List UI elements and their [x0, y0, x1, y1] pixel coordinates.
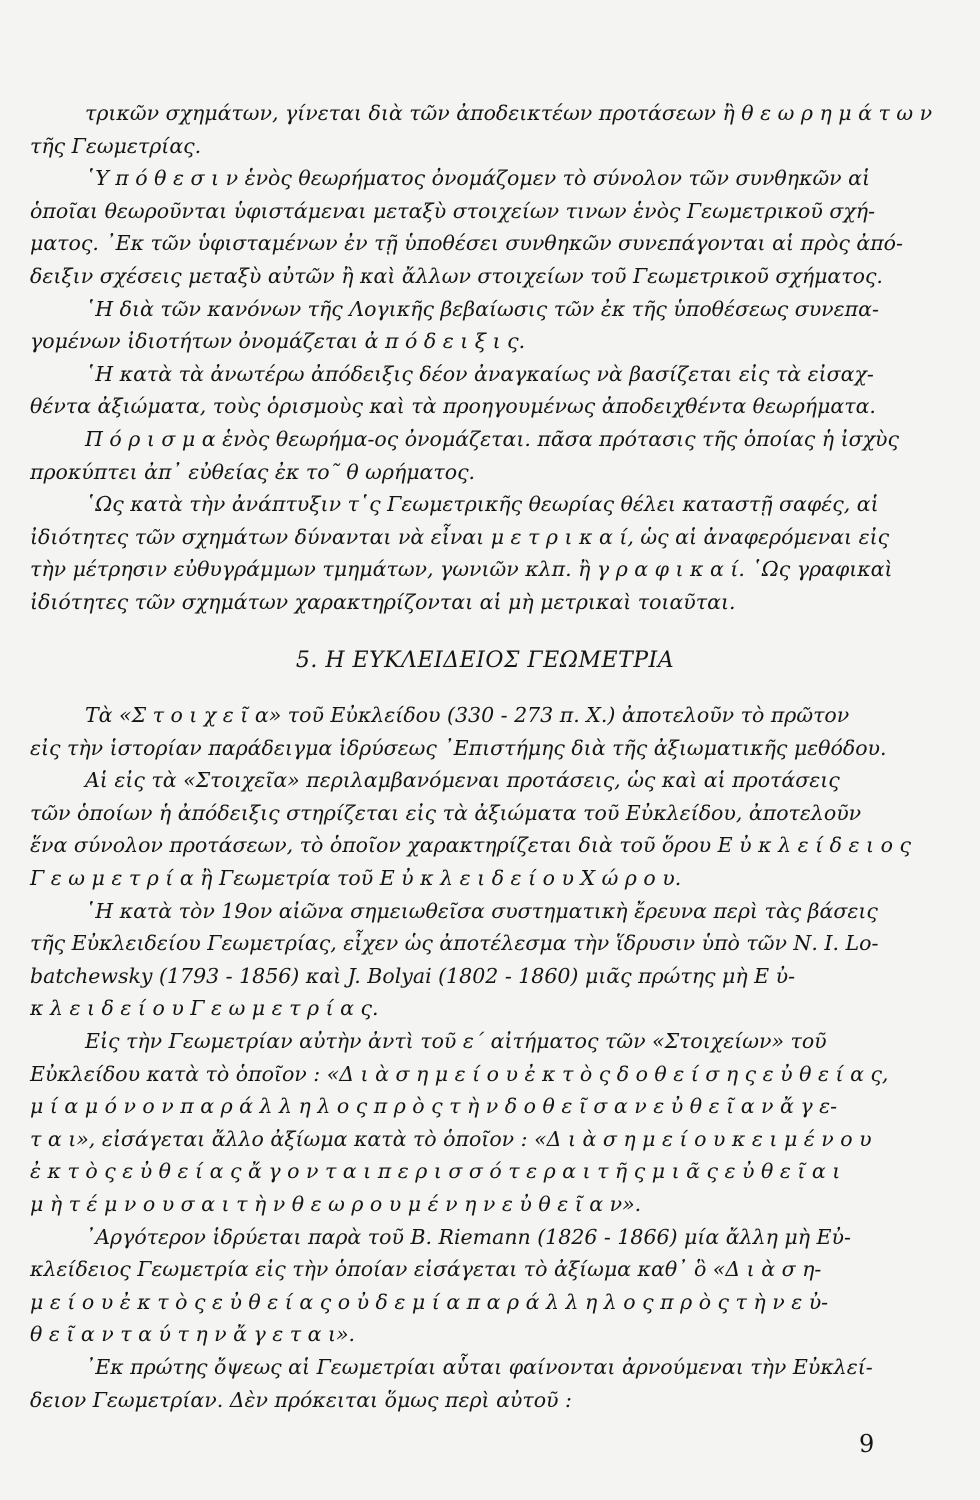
text-line: ᾿Εκ πρώτης ὄψεως αἱ Γεωμετρίαι αὗται φαίνονται ἀρνούμεναι τὴν Εὐκλεί- [85, 1354, 873, 1379]
page-number: 9 [859, 1430, 875, 1458]
text-line: προκύπτει ἀπ᾿ εὐθείας ἐκ το῀ θ ωρήματος. [30, 459, 476, 484]
text-line: εἰς τὴν ἱστορίαν παράδειγμα ἱδρύσεως ᾿Επιστήμης διὰ τῆς ἀξιωματικῆς μεθόδου. [30, 735, 887, 760]
text-line: Π ό ρ ι σ μ α ἑνὸς θεωρήμα-ος ὀνομάζεται. πᾶσα πρότασις τῆς ὁποίας ἡ ἰσχὺς [85, 426, 899, 451]
body-text [30, 97, 940, 1416]
text-line: μ ί α μ ό ν ο ν π α ρ ά λ λ η λ ο ς π ρ ὸ ς τ ὴ ν δ ο θ ε ῖ σ α ν ε ὐ θ ε ῖ α ν ἄ γ ε- [30, 1094, 838, 1119]
text-line: ἐ κ τ ὸ ς ε ὐ θ ε ί α ς ἄ γ ο ν τ α ι π ε ρ ι σ σ ό τ ε ρ α ι τ ῆ ς μ ι ᾶ ς ε ὐ θ ε ῖ α ι [30, 1159, 841, 1184]
text-line: μ ὴ τ έ μ ν ο υ σ α ι τ ὴ ν θ ε ω ρ ο υ μ έ ν η ν ε ὐ θ ε ῖ α ν». [30, 1192, 642, 1216]
text-line: Εὐκλείδου κατὰ τὸ ὁποῖον : «Δ ι ὰ σ η μ ε ί ο υ ἐ κ τ ὸ ς δ ο θ ε ί σ η ς ε ὐ θ ε ί α ς, [30, 1061, 889, 1086]
text-line: ῾Η κατὰ τὸν 19ον αἰῶνα σημειωθεῖσα συστηματικὴ ἔρευνα περὶ τὰς βάσεις [85, 898, 878, 923]
text-line: ματος. ᾿Εκ τῶν ὑφισταμένων ἐν τῇ ὑποθέσει συνθηκῶν συνεπάγονται αἱ πρὸς ἀπό- [30, 231, 903, 256]
text-line: δειξιν σχέσεις μεταξὺ αὐτῶν ἢ καὶ ἄλλων στοιχείων τοῦ Γεωμετρικοῦ σχήματος. [30, 263, 883, 288]
text-line: ῾Υ π ό θ ε σ ι ν ἑνὸς θεωρήματος ὀνομάζομεν τὸ σύνολον τῶν συνθηκῶν αἱ [85, 166, 871, 191]
text-line: ῾Η διὰ τῶν κανόνων τῆς Λογικῆς βεβαίωσις τῶν ἐκ τῆς ὑποθέσεως συνεπα- [85, 296, 879, 321]
text-line: θ ε ῖ α ν τ α ύ τ η ν ἄ γ ε τ α ι». [30, 1322, 356, 1347]
text-line: τρικῶν σχημάτων, γίνεται διὰ τῶν ἀποδεικτέων προτάσεων ἢ θ ε ω ρ η μ ά τ ω ν [85, 101, 933, 125]
text-line: τῶν ὁποίων ἡ ἀπόδειξις στηρίζεται εἰς τὰ ἀξιώματα τοῦ Εὐκλείδου, ἀποτελοῦν [30, 800, 862, 825]
text-line: τῆς Εὐκλειδείου Γεωμετρίας, εἶχεν ὡς ἀποτέλεσμα τὴν ἵδρυσιν ὑπὸ τῶν Ν. Ι. Lo- [30, 931, 879, 956]
text-line: ὁποῖαι θεωροῦνται ὑφιστάμεναι μεταξὺ στοιχείων τινων ἑνὸς Γεωμετρικοῦ σχή- [30, 198, 875, 223]
section-intro [30, 97, 940, 619]
text-line: Τὰ «Σ τ ο ι χ ε ῖ α» τοῦ Εὐκλείδου (330 - 273 π. Χ.) ἀποτελοῦν τὸ πρῶτον [85, 703, 850, 728]
text-line: batchewsky (1793 - 1856) καὶ J. Bolyai (1802 - 1860) μιᾶς πρώτης μὴ Ε ὐ- [30, 963, 796, 988]
text-line: ῾Η κατὰ τὰ ἀνωτέρω ἀπόδειξις δέον ἀναγκαίως νὰ βασίζεται εἰς τὰ εἰσαχ- [85, 361, 874, 386]
text-line: μ ε ί ο υ ἐ κ τ ὸ ς ε ὐ θ ε ί α ς ο ὐ δ ε μ ί α π α ρ ά λ λ η λ ο ς π ρ ὸ ς τ ὴ ν ε ὐ- [30, 1289, 829, 1314]
text-line: κλείδειος Γεωμετρία εἰς τὴν ὁποίαν εἰσάγεται τὸ ἀξίωμα καθ᾿ ὃ «Δ ι ὰ σ η- [30, 1257, 822, 1282]
text-line: Γ ε ω μ ε τ ρ ί α ἢ Γεωμετρία τοῦ Ε ὐ κ λ ε ι δ ε ί ο υ Χ ώ ρ ο υ. [30, 866, 682, 891]
text-line: ῾Ως κατὰ τὴν ἀνάπτυξιν τ῾ς Γεωμετρικῆς θεωρίας θέλει καταστῇ σαφές, αἱ [85, 492, 879, 517]
text-line: ἰδιότητες τῶν σχημάτων χαρακτηρίζονται αἱ μὴ μετρικαὶ τοιαῦται. [30, 589, 736, 614]
text-line: τῆς Γεωμετρίας. [30, 133, 202, 158]
text-line: ἕνα σύνολον προτάσεων, τὸ ὁποῖον χαρακτηρίζεται διὰ τοῦ ὅρου Ε ὐ κ λ ε ί δ ε ι ο ς [30, 833, 911, 858]
text-line: Εἰς τὴν Γεωμετρίαν αὐτὴν ἀντὶ τοῦ ε΄ αἰτήματος τῶν «Στοιχείων» τοῦ [85, 1029, 827, 1054]
text-line: τ α ι», εἰσάγεται ἄλλο ἀξίωμα κατὰ τὸ ὁποῖον : «Δ ι ὰ σ η μ ε ί ο υ κ ε ι μ έ ν ο υ [30, 1126, 872, 1151]
section-heading: 5. Η ΕΥΚΛΕΙΔΕΙΟΣ ΓΕΩΜΕΤΡΙΑ [295, 647, 675, 673]
section-euclidean [30, 699, 940, 1416]
text-line: Αἱ εἰς τὰ «Στοιχεῖα» περιλαμβανόμεναι προτάσεις, ὡς καὶ αἱ προτάσεις [85, 768, 840, 793]
text-line: δειον Γεωμετρίαν. Δὲν πρόκειται ὅμως περὶ αὐτοῦ : [30, 1387, 572, 1412]
text-line: ἰδιότητες τῶν σχημάτων δύνανται νὰ εἶναι μ ε τ ρ ι κ α ί, ὡς αἱ ἀναφερόμεναι εἰς [30, 524, 890, 549]
text-line: γομένων ἰδιοτήτων ὀνομάζεται ἀ π ό δ ε ι ξ ι ς. [30, 329, 526, 354]
text-line: κ λ ε ι δ ε ί ο υ Γ ε ω μ ε τ ρ ί α ς. [30, 996, 379, 1021]
text-line: τὴν μέτρησιν εὐθυγράμμων τμημάτων, γωνιῶν κλπ. ἢ γ ρ α φ ι κ α ί. ῾Ως γραφικαὶ [30, 557, 893, 582]
text-line: θέντα ἀξιώματα, τοὺς ὁρισμοὺς καὶ τὰ προηγουμένως ἀποδειχθέντα θεωρήματα. [30, 394, 876, 419]
text-line: ᾿Αργότερον ἱδρύεται παρὰ τοῦ Β. Riemann (1826 - 1866) μία ἄλλη μὴ Εὐ- [85, 1224, 851, 1249]
